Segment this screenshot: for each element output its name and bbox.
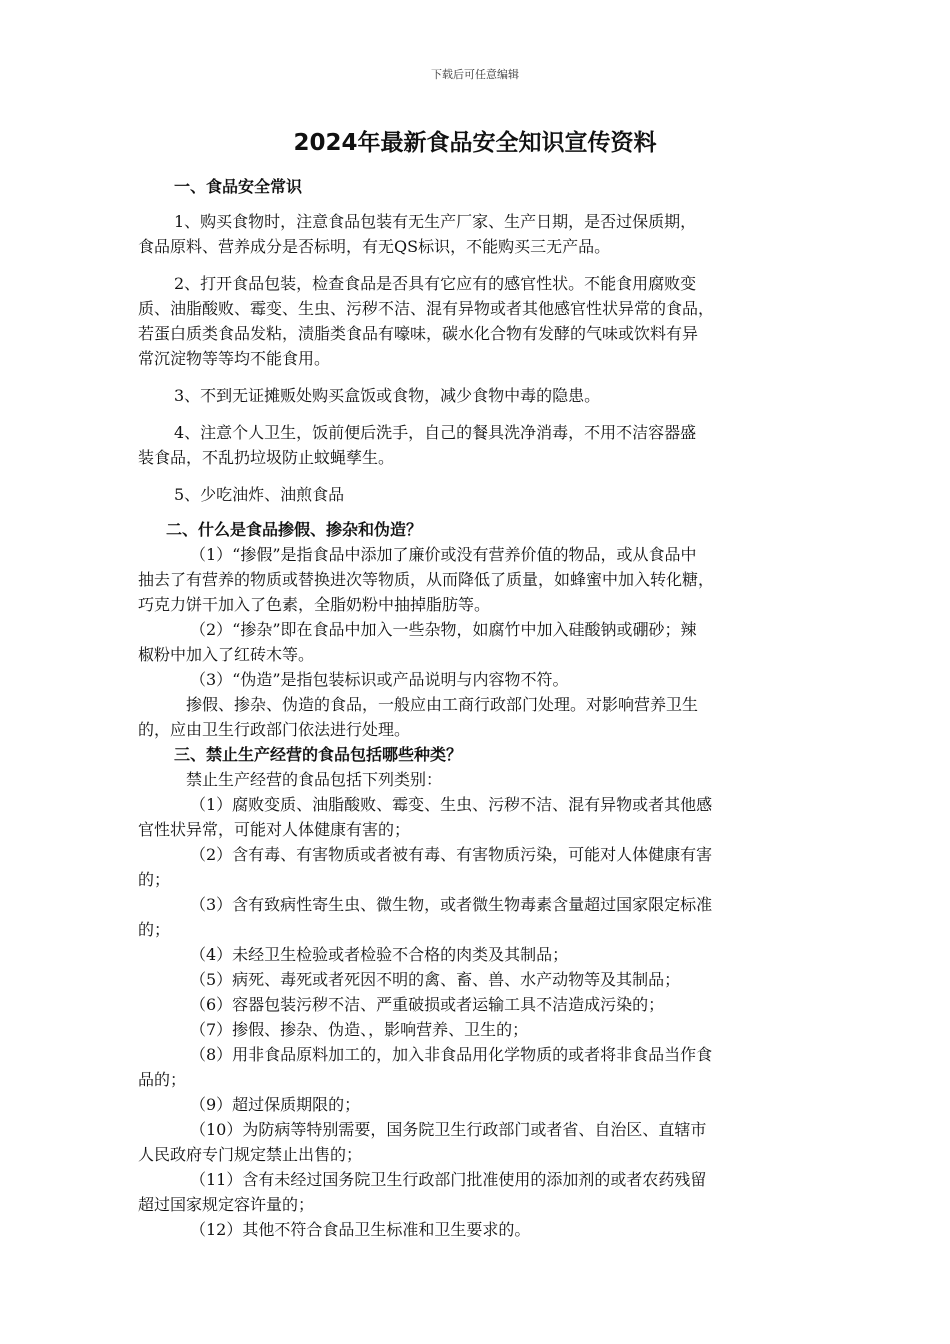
text-line: （10）为防病等特别需要，国务院卫生行政部门或者省、自治区、直辖市 (190, 1120, 707, 1139)
section-heading: 三、禁止生产经营的食品包括哪些种类？ (174, 745, 463, 764)
text-line: （5）病死、毒死或者死因不明的禽、畜、兽、水产动物等及其制品； (190, 970, 681, 989)
text-line: 抽去了有营养的物质或替换进次等物质，从而降低了质量，如蜂蜜中加入转化糖， (138, 570, 715, 589)
text-line: （6）容器包装污秽不洁、严重破损或者运输工具不洁造成污染的； (190, 995, 665, 1014)
text-line: （11）含有未经过国务院卫生行政部门批准使用的添加剂的或者农药残留 (190, 1170, 707, 1189)
text-line: 3、不到无证摊贩处购买盒饭或食物，减少食物中毒的隐患。 (174, 386, 601, 405)
text-line: 禁止生产经营的食品包括下列类别： (186, 770, 443, 789)
text-line: 装食品，不乱扔垃圾防止蚊蝇孳生。 (138, 448, 395, 467)
text-line: （2）含有毒、有害物质或者被有毒、有害物质污染，可能对人体健康有害 (190, 845, 713, 864)
text-line: 常沉淀物等等均不能食用。 (138, 349, 331, 368)
text-line: （4）未经卫生检验或者检验不合格的肉类及其制品； (190, 945, 569, 964)
document-title: 2024年最新食品安全知识宣传资料 (293, 130, 657, 156)
text-line: （8）用非食品原料加工的，加入非食品用化学物质的或者将非食品当作食 (190, 1045, 713, 1064)
text-line: 的； (138, 920, 171, 939)
text-line: 4、注意个人卫生，饭前便后洗手，自己的餐具洗净消毒，不用不洁容器盛 (174, 423, 697, 442)
text-line: （12）其他不符合食品卫生标准和卫生要求的。 (190, 1220, 531, 1239)
section-heading: 二、什么是食品掺假、掺杂和伪造？ (166, 520, 423, 539)
text-line: 官性状异常，可能对人体健康有害的； (138, 820, 411, 839)
text-line: （2）“掺杂”即在食品中加入一些杂物，如腐竹中加入硅酸钠或硼砂；辣 (190, 620, 697, 639)
text-line: 1、购买食物时，注意食品包装有无生产厂家、生产日期，是否过保质期， (174, 212, 697, 231)
text-line: 质、油脂酸败、霉变、生虫、污秽不洁、混有异物或者其他感官性状异常的食品， (138, 299, 715, 318)
document-body (138, 174, 828, 1242)
header-note: 下载后可任意编辑 (431, 68, 519, 81)
text-line: 2、打开食品包装，检查食品是否具有它应有的感官性状。不能食用腐败变 (174, 274, 697, 293)
text-line: 椒粉中加入了红砖木等。 (138, 645, 315, 664)
text-line: （7）掺假、掺杂、伪造、，影响营养、卫生的； (190, 1020, 529, 1039)
text-line: 品的； (138, 1070, 187, 1089)
text-line: 5、少吃油炸、油煎食品 (174, 485, 345, 504)
section-heading: 一、食品安全常识 (174, 177, 303, 196)
text-line: （3）含有致病性寄生虫、微生物，或者微生物毒素含量超过国家限定标准 (190, 895, 713, 914)
text-line: 超过国家规定容许量的； (138, 1195, 315, 1214)
text-line: （1）腐败变质、油脂酸败、霉变、生虫、污秽不洁、混有异物或者其他感 (190, 795, 713, 814)
text-line: 食品原料、营养成分是否标明，有无QS标识，不能购买三无产品。 (138, 237, 611, 256)
text-line: （3）“伪造”是指包装标识或产品说明与内容物不符。 (190, 670, 569, 689)
text-line: 的； (138, 870, 171, 889)
text-line: 若蛋白质类食品发粘，渍脂类食品有嚎味，碳水化合物有发酵的气味或饮料有异 (138, 324, 699, 343)
text-line: 巧克力饼干加入了色素，全脂奶粉中抽掉脂肪等。 (138, 595, 491, 614)
text-line: （9）超过保质期限的； (190, 1095, 361, 1114)
text-line: 的，应由卫生行政部门依法进行处理。 (138, 720, 411, 739)
text-line: 掺假、掺杂、伪造的食品，一般应由工商行政部门处理。对影响营养卫生 (186, 695, 699, 714)
text-line: （1）“掺假”是指食品中添加了廉价或没有营养价值的物品，或从食品中 (190, 545, 697, 564)
text-line: 人民政府专门规定禁止出售的； (138, 1145, 363, 1164)
